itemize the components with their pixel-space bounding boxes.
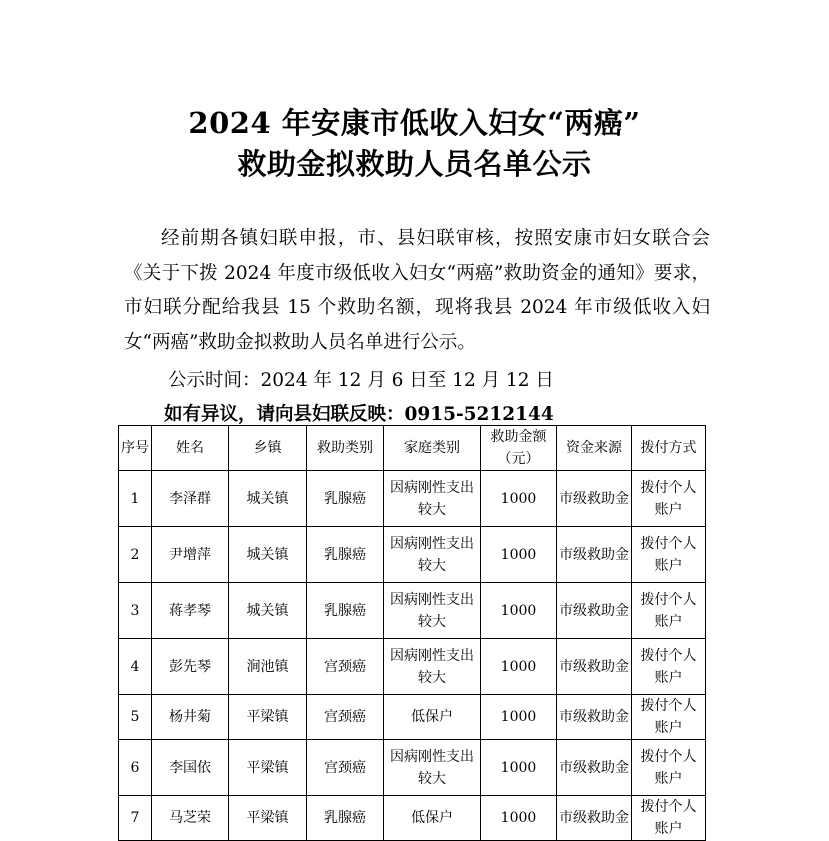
table-row <box>119 740 706 796</box>
cell-payment: 拨付个人账户 <box>632 471 706 527</box>
cell-category: 乳腺癌 <box>307 796 384 841</box>
cell-source: 市级救助金 <box>557 639 632 695</box>
cell-family: 因病刚性支出较大 <box>384 471 481 527</box>
cell-family: 低保户 <box>384 796 481 841</box>
table-row <box>119 796 706 841</box>
cell-amount: 1000 <box>481 583 557 639</box>
cell-family: 因病刚性支出较大 <box>384 527 481 583</box>
cell-source: 市级救助金 <box>557 796 632 841</box>
cell-category: 乳腺癌 <box>307 527 384 583</box>
publicity-period: 公示时间：2024 年 12 月 6 日至 12 月 12 日 <box>168 370 554 391</box>
table-row <box>119 695 706 740</box>
cell-town: 城关镇 <box>229 527 307 583</box>
cell-category: 宫颈癌 <box>307 695 384 740</box>
cell-family: 因病刚性支出较大 <box>384 583 481 639</box>
objection-contact: 如有异议，请向县妇联反映：0915-5212144 <box>164 404 554 425</box>
cell-town: 平梁镇 <box>229 740 307 796</box>
cell-payment: 拨付个人账户 <box>632 796 706 841</box>
header-name: 姓名 <box>152 426 229 471</box>
cell-amount: 1000 <box>481 695 557 740</box>
cell-payment: 拨付个人账户 <box>632 740 706 796</box>
table-row <box>119 583 706 639</box>
cell-name: 蒋孝琴 <box>152 583 229 639</box>
cell-payment: 拨付个人账户 <box>632 583 706 639</box>
table-row <box>119 527 706 583</box>
cell-payment: 拨付个人账户 <box>632 527 706 583</box>
cell-town: 城关镇 <box>229 583 307 639</box>
cell-category: 乳腺癌 <box>307 583 384 639</box>
header-source: 资金来源 <box>557 426 632 471</box>
cell-source: 市级救助金 <box>557 740 632 796</box>
cell-no: 5 <box>119 695 152 740</box>
cell-name: 马芝荣 <box>152 796 229 841</box>
cell-category: 宫颈癌 <box>307 639 384 695</box>
cell-name: 尹增萍 <box>152 527 229 583</box>
cell-category: 宫颈癌 <box>307 740 384 796</box>
cell-amount: 1000 <box>481 740 557 796</box>
cell-source: 市级救助金 <box>557 527 632 583</box>
document-title-line-1: 2024 年安康市低收入妇女“两癌” <box>188 106 641 140</box>
header-no: 序号 <box>119 426 152 471</box>
header-payment: 拨付方式 <box>632 426 706 471</box>
cell-payment: 拨付个人账户 <box>632 695 706 740</box>
cell-name: 彭先琴 <box>152 639 229 695</box>
cell-town: 平梁镇 <box>229 796 307 841</box>
cell-no: 6 <box>119 740 152 796</box>
cell-no: 4 <box>119 639 152 695</box>
cell-amount: 1000 <box>481 639 557 695</box>
document-title-line-2: 救助金拟救助人员名单公示 <box>237 147 592 181</box>
table-row <box>119 639 706 695</box>
cell-source: 市级救助金 <box>557 471 632 527</box>
cell-amount: 1000 <box>481 796 557 841</box>
cell-name: 李泽群 <box>152 471 229 527</box>
cell-town: 平梁镇 <box>229 695 307 740</box>
cell-town: 涧池镇 <box>229 639 307 695</box>
cell-family: 因病刚性支出较大 <box>384 740 481 796</box>
cell-family: 低保户 <box>384 695 481 740</box>
cell-town: 城关镇 <box>229 471 307 527</box>
cell-name: 李国依 <box>152 740 229 796</box>
cell-no: 1 <box>119 471 152 527</box>
recipient-table <box>118 425 706 841</box>
cell-category: 乳腺癌 <box>307 471 384 527</box>
header-family: 家庭类别 <box>384 426 481 471</box>
header-category: 救助类别 <box>307 426 384 471</box>
cell-amount: 1000 <box>481 527 557 583</box>
cell-no: 2 <box>119 527 152 583</box>
cell-source: 市级救助金 <box>557 583 632 639</box>
table-row <box>119 471 706 527</box>
header-amount: 救助金额（元） <box>481 426 557 471</box>
cell-source: 市级救助金 <box>557 695 632 740</box>
cell-no: 7 <box>119 796 152 841</box>
cell-family: 因病刚性支出较大 <box>384 639 481 695</box>
intro-paragraph: 经前期各镇妇联申报，市、县妇联审核，按照安康市妇女联合会《关于下拨 2024 年度市级低收入妇女“两癌”救助资金的通知》要求，市妇联分配给我县 15 个救助名额，现将我县 2024 年市级低收入妇女“两癌”救助金拟救助人员名单进行公示。 <box>124 228 710 353</box>
cell-payment: 拨付个人账户 <box>632 639 706 695</box>
cell-no: 3 <box>119 583 152 639</box>
cell-amount: 1000 <box>481 471 557 527</box>
header-town: 乡镇 <box>229 426 307 471</box>
cell-name: 杨井菊 <box>152 695 229 740</box>
table-header-row <box>119 426 706 471</box>
